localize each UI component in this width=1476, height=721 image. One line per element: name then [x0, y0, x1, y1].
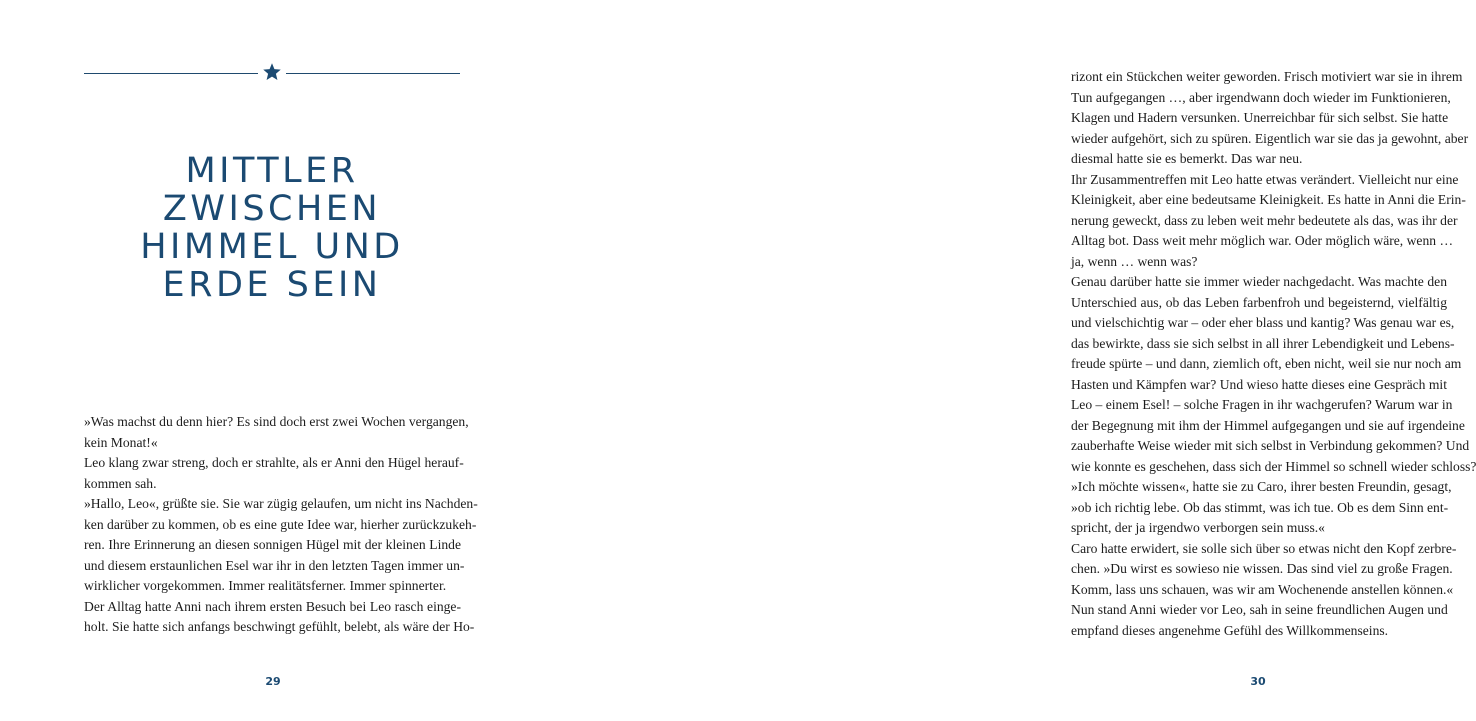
star-icon — [262, 62, 282, 82]
chapter-ornament — [84, 62, 460, 84]
text-line: rizont ein Stückchen weiter geworden. Frisch motiviert war sie in ihrem — [1071, 69, 1463, 84]
text-line: wie konnte es geschehen, dass sich der Himmel so schnell wieder schloss? — [1071, 458, 1476, 474]
text-line: Kleinigkeit, aber eine bedeutsame Kleinigkeit. Es hatte in Anni die Erin- — [1071, 192, 1466, 207]
left-page — [0, 0, 510, 721]
text-line: ken darüber zu kommen, ob es eine gute Idee war, hierher zurückzukeh- — [84, 516, 477, 532]
text-line: und vielschichtig war – oder eher blass und kantig? Was genau war es, — [1071, 315, 1455, 330]
left-body-text — [84, 412, 478, 638]
text-line: Klagen und Hadern versunken. Unerreichbar für sich selbst. Sie hatte — [1071, 110, 1449, 125]
text-line: »Ich möchte wissen«, hatte sie zu Caro, ihrer besten Freundin, gesagt, — [1071, 479, 1452, 494]
text-line: Komm, lass uns schauen, was wir am Wochenende anstellen können.« — [1071, 581, 1454, 597]
right-page — [510, 0, 1476, 721]
text-line: »Was machst du denn hier? Es sind doch erst zwei Wochen vergangen, — [84, 414, 469, 429]
text-line: Genau darüber hatte sie immer wieder nachgedacht. Was machte den — [1071, 274, 1447, 289]
text-line: empfand dieses angenehme Gefühl des Willkommenseins. — [1071, 622, 1389, 638]
page-number: 30 — [1250, 675, 1266, 688]
text-line: kein Monat!« — [84, 434, 158, 450]
text-line: Nun stand Anni wieder vor Leo, sah in seine freundlichen Augen und — [1071, 602, 1448, 617]
ornament-rule-right — [286, 73, 460, 74]
text-line: Alltag bot. Dass weit mehr möglich war. Oder möglich wäre, wenn … — [1071, 233, 1454, 248]
text-line: ja, wenn … wenn was? — [1071, 253, 1198, 269]
text-line: Leo klang zwar streng, doch er strahlte, als er Anni den Hügel herauf- — [84, 455, 464, 470]
text-line: Tun aufgegangen …, aber irgendwann doch wieder im Funktionieren, — [1071, 89, 1451, 105]
text-line: Ihr Zusammentreffen mit Leo hatte etwas verändert. Vielleicht nur eine — [1071, 171, 1459, 187]
text-line: freude spürte – und dann, ziemlich oft, eben nicht, weil sie nur noch am — [1071, 356, 1462, 371]
text-line: zauberhafte Weise wieder mit sich selbst in Verbindung gekommen? Und — [1071, 438, 1470, 453]
page-number: 29 — [265, 675, 281, 688]
chapter-title-line: MITTLER — [185, 151, 359, 191]
text-line: das bewirkte, dass sie sich selbst in all ihrer Lebendigkeit und Lebens- — [1071, 335, 1455, 351]
right-body-text — [1071, 67, 1476, 641]
text-line: wieder aufgehört, sich zu spüren. Eigentlich war sie das ja gewohnt, aber — [1071, 130, 1469, 146]
text-line: spricht, der ja irgendwo verborgen sein muss.« — [1071, 520, 1325, 535]
text-line: Der Alltag hatte Anni nach ihrem ersten Besuch bei Leo rasch einge- — [84, 598, 461, 614]
chapter-title-line: ERDE SEIN — [162, 265, 382, 305]
chapter-title-line: HIMMEL UND — [140, 227, 404, 267]
text-line: kommen sah. — [84, 475, 157, 491]
chapter-title — [84, 152, 460, 304]
text-line: und diesem erstaunlichen Esel war ihr in den letzten Tagen immer un- — [84, 557, 465, 573]
text-line: »Hallo, Leo«, grüßte sie. Sie war zügig gelaufen, um nicht ins Nachden- — [84, 496, 478, 511]
text-line: ren. Ihre Erinnerung an diesen sonnigen Hügel mit der kleinen Linde — [84, 537, 461, 552]
text-line: chen. »Du wirst es sowieso nie wissen. Das sind viel zu große Fragen. — [1071, 561, 1453, 576]
text-line: holt. Sie hatte sich anfangs beschwingt gefühlt, belebt, als wäre der Ho- — [84, 619, 475, 634]
text-line: Unterschied aus, ob das Leben farbenfroh und begeisternd, vielfältig — [1071, 294, 1447, 310]
text-line: nerung geweckt, dass zu leben weit mehr bedeutete als das, was ihr der — [1071, 212, 1458, 228]
ornament-rule-left — [84, 73, 258, 74]
text-line: wirklicher vorgekommen. Immer realitätsferner. Immer spinnerter. — [84, 578, 447, 593]
text-line: Hasten und Kämpfen war? Und wieso hatte dieses eine Gespräch mit — [1071, 376, 1447, 392]
text-line: Leo – einem Esel! – solche Fragen in ihr wachgerufen? Warum war in — [1071, 397, 1453, 412]
text-line: Caro hatte erwidert, sie solle sich über so etwas nicht den Kopf zerbre- — [1071, 540, 1457, 556]
text-line: »ob ich richtig lebe. Ob das stimmt, was ich tue. Ob es dem Sinn ent- — [1071, 499, 1449, 515]
text-line: der Begegnung mit ihm der Himmel aufgegangen und sie auf irgendeine — [1071, 417, 1465, 433]
text-line: diesmal hatte sie es bemerkt. Das war neu. — [1071, 151, 1303, 166]
chapter-title-line: ZWISCHEN — [162, 189, 382, 229]
